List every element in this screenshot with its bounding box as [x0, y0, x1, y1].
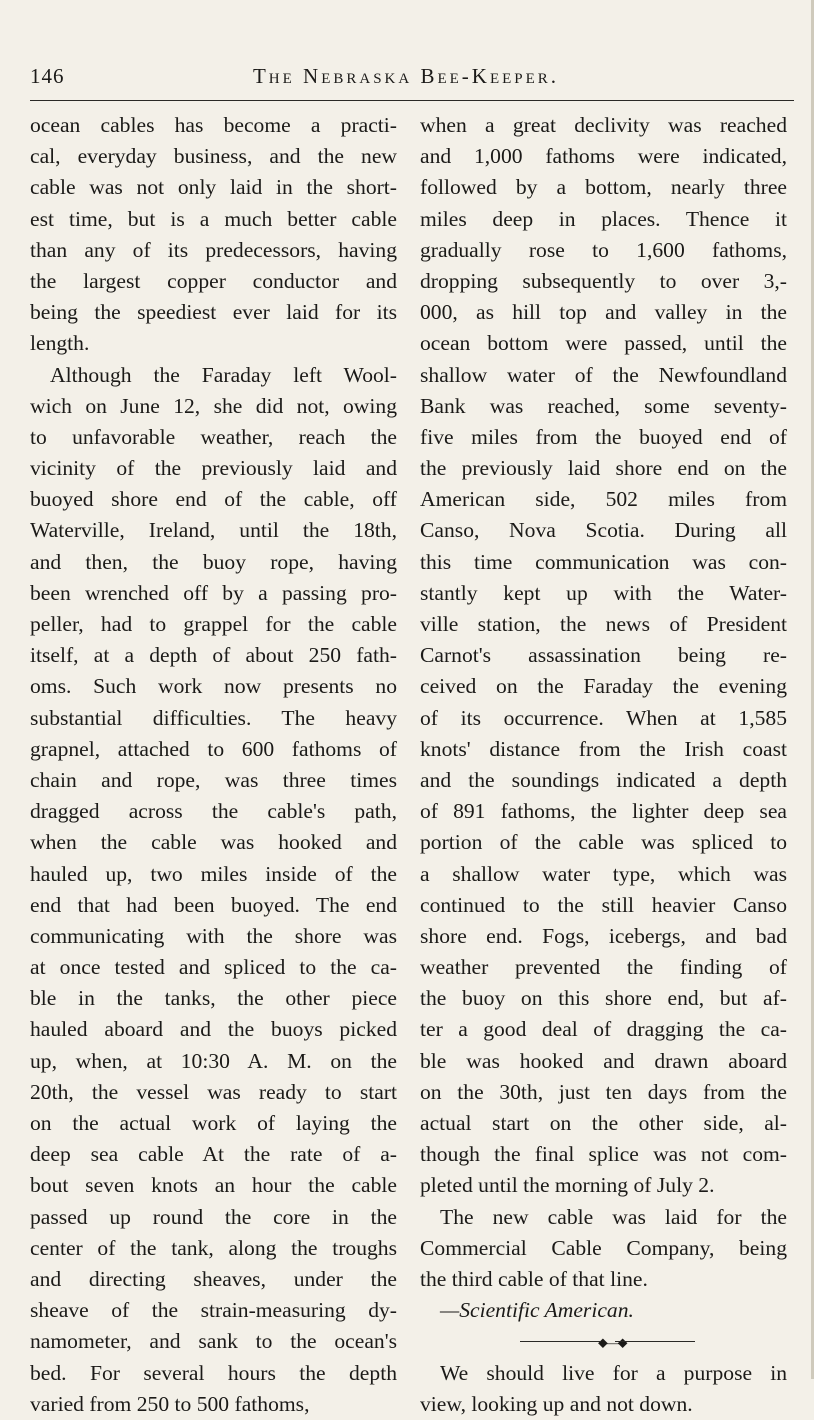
text-line: continued to the still heavier Canso	[420, 892, 787, 917]
text-line: center of the tank, along the troughs	[30, 1235, 397, 1260]
text-line: peller, had to grappel for the cable	[30, 612, 397, 636]
text-line: The new cable was laid for the	[440, 1204, 787, 1229]
text-line: and directing sheaves, under the	[30, 1266, 397, 1291]
text-line: oms. Such work now presents no	[30, 674, 397, 699]
text-line: bed. For several hours the depth	[30, 1360, 397, 1385]
text-line: pleted until the morning of July 2.	[420, 1173, 715, 1198]
section-ornament	[420, 1326, 787, 1357]
text-line: namometer, and sank to the ocean's	[30, 1329, 397, 1354]
text-line: of its occurrence. When at 1,585	[420, 705, 787, 730]
text-line: knots' distance from the Irish coast	[420, 736, 787, 761]
text-line: than any of its predecessors, having	[30, 237, 397, 262]
text-line: chain and rope, was three times	[30, 767, 397, 792]
text-line: Bank was reached, some seventy-	[420, 393, 787, 418]
text-line: stantly kept up with the Water-	[420, 580, 787, 605]
text-line: buoyed shore end of the cable, off	[30, 487, 397, 512]
text-line: the previously laid shore end on the	[420, 456, 787, 481]
text-line: the buoy on this shore end, but af-	[420, 986, 787, 1011]
text-line: American side, 502 miles from	[420, 487, 787, 512]
text-line: on the 30th, just ten days from the	[420, 1079, 787, 1104]
text-line: shore end. Fogs, icebergs, and bad	[420, 923, 787, 948]
text-line: ocean bottom were passed, until the	[420, 331, 787, 356]
text-line: Waterville, Ireland, until the 18th,	[30, 518, 397, 543]
text-line: hauled up, two miles inside of the	[30, 861, 397, 886]
text-line: Canso, Nova Scotia. During all	[420, 518, 787, 543]
text-line: ble in the tanks, the other piece	[30, 986, 397, 1011]
text-line: ceived on the Faraday the evening	[420, 674, 787, 699]
text-line: and the soundings indicated a depth	[420, 767, 787, 792]
ornament-glyph: ⬥—⬥	[598, 1336, 626, 1352]
text-line: portion of the cable was spliced to	[420, 830, 787, 855]
source-credit: —Scientific American.	[440, 1298, 634, 1323]
text-line: wich on June 12, she did not, owing	[30, 393, 397, 418]
text-line: five miles from the buoyed end of	[420, 424, 787, 449]
text-line: of 891 fathoms, the lighter deep sea	[420, 799, 787, 824]
text-line: the largest copper conductor and	[30, 268, 397, 293]
text-line: ble was hooked and drawn aboard	[420, 1048, 787, 1073]
page-number: 146	[30, 64, 65, 88]
text-line: a shallow water type, which was	[420, 861, 787, 886]
ornament-rule-left	[520, 1341, 600, 1342]
text-line: miles deep in places. Thence it	[420, 206, 787, 231]
text-line: length.	[30, 331, 90, 356]
text-line: ter a good deal of dragging the ca-	[420, 1017, 787, 1042]
text-line: gradually rose to 1,600 fathoms,	[420, 237, 787, 262]
text-line: vicinity of the previously laid and	[30, 456, 397, 481]
text-line: substantial difficulties. The heavy	[30, 705, 397, 730]
text-line: varied from 250 to 500 fathoms,	[30, 1391, 310, 1416]
text-line: though the final splice was not com-	[420, 1142, 787, 1167]
text-line: and 1,000 fathoms were indicated,	[420, 144, 787, 169]
text-line: the third cable of that line.	[420, 1266, 648, 1291]
text-line: this time communication was con-	[420, 549, 787, 574]
text-line: up, when, at 10:30 A. M. on the	[30, 1048, 397, 1073]
text-line: when the cable was hooked and	[30, 830, 397, 855]
text-line: cal, everyday business, and the new	[30, 144, 397, 169]
text-line: dropping subsequently to over 3,-	[420, 268, 787, 293]
text-line: Commercial Cable Company, being	[420, 1235, 787, 1260]
text-line: cable was not only laid in the short-	[30, 175, 397, 200]
text-line: followed by a bottom, nearly three	[420, 175, 787, 200]
running-title: The Nebraska Bee-Keeper.	[252, 64, 560, 88]
text-line: and then, the buoy rope, having	[30, 549, 397, 574]
text-line: passed up round the core in the	[30, 1204, 397, 1229]
text-line: at once tested and spliced to the ca-	[30, 955, 397, 980]
closing-line: view, looking up and not down.	[420, 1391, 693, 1416]
text-line: itself, at a depth of about 250 fath-	[30, 643, 397, 668]
text-line: to unfavorable weather, reach the	[30, 424, 397, 449]
text-line: ville station, the news of President	[420, 612, 787, 636]
text-line: Carnot's assassination being re-	[420, 643, 787, 668]
text-line: actual start on the other side, al-	[420, 1111, 787, 1135]
text-line: bout seven knots an hour the cable	[30, 1173, 397, 1198]
text-line: ocean cables has become a practi-	[30, 113, 397, 137]
left-column	[30, 110, 397, 1420]
page-header	[30, 60, 782, 96]
text-line: Although the Faraday left Wool-	[50, 362, 397, 387]
text-line: sheave of the strain-measuring dy-	[30, 1298, 397, 1323]
text-line: on the actual work of laying the	[30, 1111, 397, 1135]
text-line: 000, as hill top and valley in the	[420, 300, 787, 325]
text-line: end that had been buoyed. The end	[30, 892, 397, 917]
text-line: 20th, the vessel was ready to start	[30, 1079, 397, 1104]
closing-line: We should live for a purpose in	[440, 1360, 787, 1385]
text-line: when a great declivity was reached	[420, 113, 787, 137]
text-line: being the speediest ever laid for its	[30, 300, 397, 325]
header-rule	[30, 100, 794, 101]
ornament-rule-right	[615, 1341, 695, 1342]
right-column	[420, 110, 787, 1420]
text-line: been wrenched off by a passing pro-	[30, 580, 397, 605]
text-line: communicating with the shore was	[30, 923, 397, 948]
text-line: dragged across the cable's path,	[30, 799, 397, 824]
text-line: hauled aboard and the buoys picked	[30, 1017, 397, 1042]
text-line: grapnel, attached to 600 fathoms of	[30, 736, 397, 761]
text-line: shallow water of the Newfoundland	[420, 362, 787, 387]
text-line: est time, but is a much better cable	[30, 206, 397, 231]
text-line: deep sea cable At the rate of a-	[30, 1142, 397, 1167]
text-line: weather prevented the finding of	[420, 955, 787, 980]
